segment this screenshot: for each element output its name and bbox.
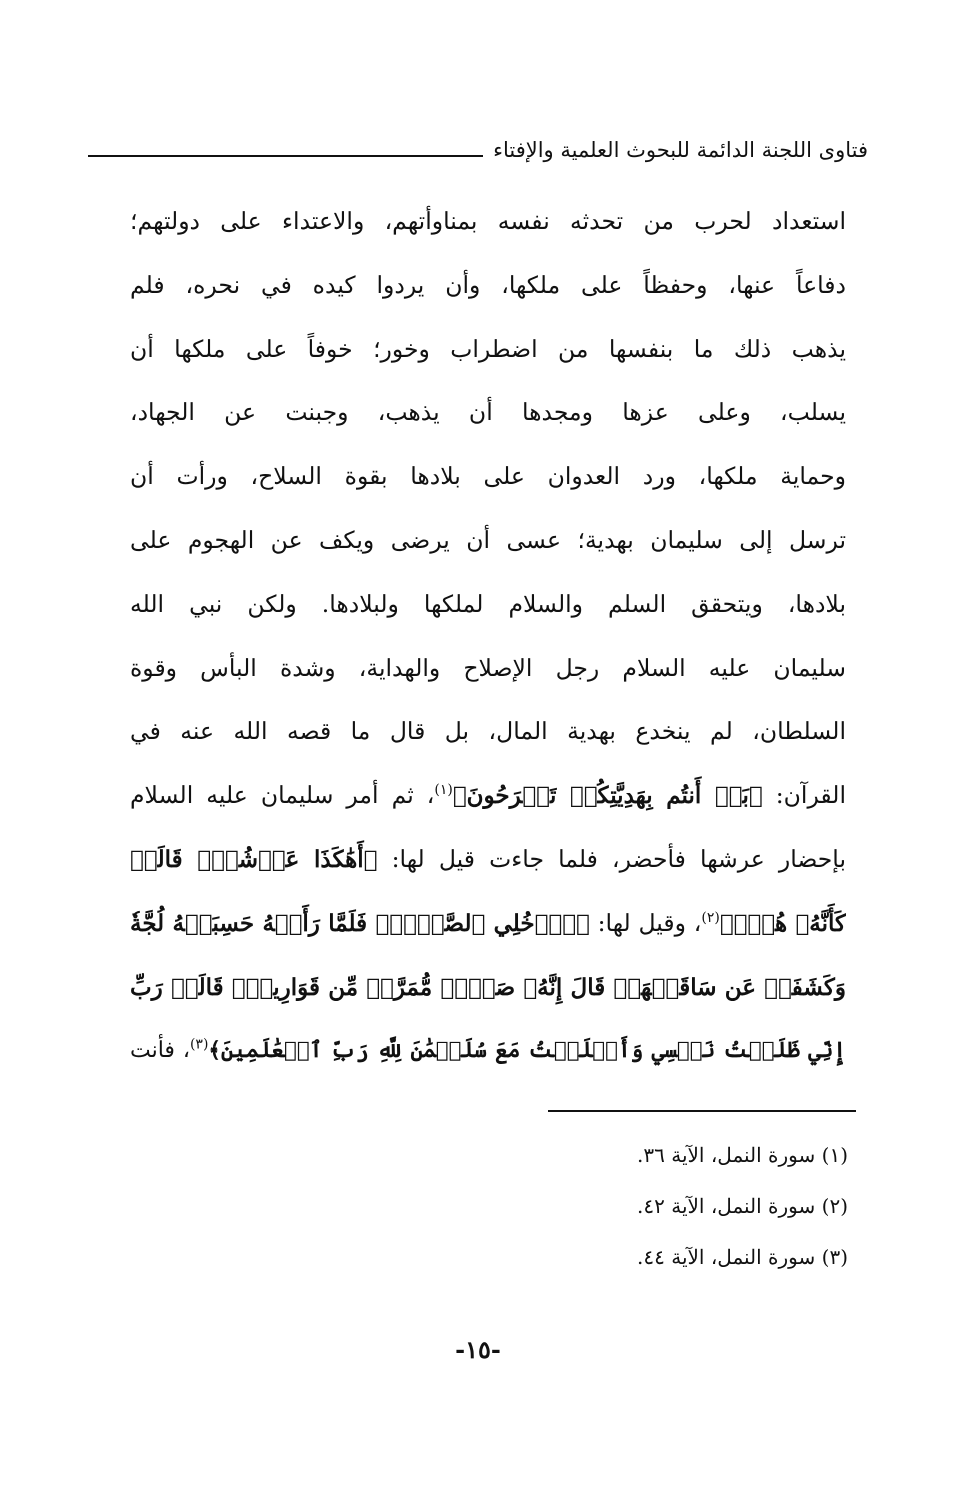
footnotes — [448, 1130, 848, 1283]
text-run: دفاعاً عنها، وحفظاً على ملكها، وأن يردوا كيده في نحره، فلم — [130, 270, 846, 299]
text-run: ، وقيل لها: — [589, 908, 702, 937]
text-run: استعداد لحرب من تحدثه نفسه بمناوأتهم، والاعتداء على دولتهم؛ — [130, 207, 846, 235]
quran-quote: ﴿ٱدۡخُلِي ٱلصَّرۡحَۖ فَلَمَّا رَأَتۡهُ حَسِبَتۡهُ لُجَّةٗ — [130, 909, 590, 937]
text-line — [130, 892, 846, 956]
text-run: ، فأنت — [130, 1038, 190, 1064]
running-title: فتاوى اللجنة الدائمة للبحوث العلمية والإفتاء — [493, 138, 868, 162]
text-line — [130, 1019, 846, 1083]
text-run: وحماية ملكها، ورد العدوان على بلادها بقوة السلاح، ورأت أن — [130, 462, 846, 491]
text-run: يذهب ذلك ما بنفسها من اضطراب وخور؛ خوفاً على ملكها أن — [130, 334, 846, 363]
text-line — [130, 381, 846, 445]
text-run: بإحضار عرشها فأحضر، فلما جاءت قيل لها: — [377, 844, 846, 873]
text-run: السلطان، لم ينخدع بهدية المال، بل قال ما قصه الله عنه في — [130, 717, 846, 746]
quran-quote: ﴿أَهَٰكَذَا عَرۡشُكِۖ قَالَتۡ — [130, 845, 378, 873]
text-run: القرآن: — [762, 781, 846, 810]
header-rule — [88, 155, 483, 157]
text-run: ، ثم أمر سليمان عليه السلام — [130, 781, 435, 810]
footnote-separator — [548, 1110, 856, 1112]
text-run: ترسل إلى سليمان بهدية؛ عسى أن يرضى ويكف عن الهجوم على — [130, 525, 846, 554]
page-number: -١٥- — [455, 1335, 501, 1364]
text-line — [130, 190, 846, 254]
footnote-ref: (٢) — [701, 909, 720, 926]
quran-quote: ﴿بَلۡ أَنتُم بِهَدِيَّتِكُمۡ تَفۡرَحُونَ﴾ — [452, 782, 763, 810]
running-header — [88, 130, 868, 170]
footnote-1: (١) سورة النمل، الآية ٣٦. — [637, 1143, 848, 1167]
footnote-ref: (١) — [434, 782, 453, 799]
text-line — [130, 700, 846, 764]
text-line — [130, 828, 846, 892]
text-line — [130, 254, 846, 318]
text-line — [130, 318, 846, 382]
text-line — [130, 573, 846, 637]
text-line — [130, 445, 846, 509]
footnote-3: (٣) سورة النمل، الآية ٤٤. — [637, 1245, 848, 1269]
quran-quote: كَأَنَّهُۥ هُوَۚ﴾ — [719, 909, 846, 937]
text-line — [130, 509, 846, 573]
quran-quote: إِنِّي ظَلَمۡتُ نَفۡسِي وَأَسۡلَمۡتُ مَعَ سُلَيۡمَٰنَ لِلَّهِ رَبِّ ٱلۡعَٰلَمِينَ﴾ — [208, 1038, 846, 1064]
footnote-2: (٢) سورة النمل، الآية ٤٢. — [637, 1194, 848, 1218]
text-line — [130, 764, 846, 828]
text-line — [130, 956, 846, 1020]
text-run: يسلب، وعلى عزها ومجدها أن يذهب، وجبنت عن الجهاد، — [130, 398, 846, 427]
text-run: بلادها، ويتحقق السلم والسلام لملكها ولبلادها. ولكن نبي الله — [130, 589, 846, 618]
text-run: سليمان عليه السلام رجل الإصلاح والهداية، وشدة البأس وقوة — [130, 653, 846, 682]
text-line — [130, 637, 846, 701]
body-text — [130, 190, 846, 1083]
footnote-ref: (٣) — [189, 1037, 209, 1054]
quran-quote: وَكَشَفَتۡ عَن سَاقَيۡهَاۚ قَالَ إِنَّهُۥ صَرۡحٞ مُّمَرَّدٞ مِّن قَوَارِيرَۗ قَالَتۡ رَبِّ — [130, 973, 846, 1001]
